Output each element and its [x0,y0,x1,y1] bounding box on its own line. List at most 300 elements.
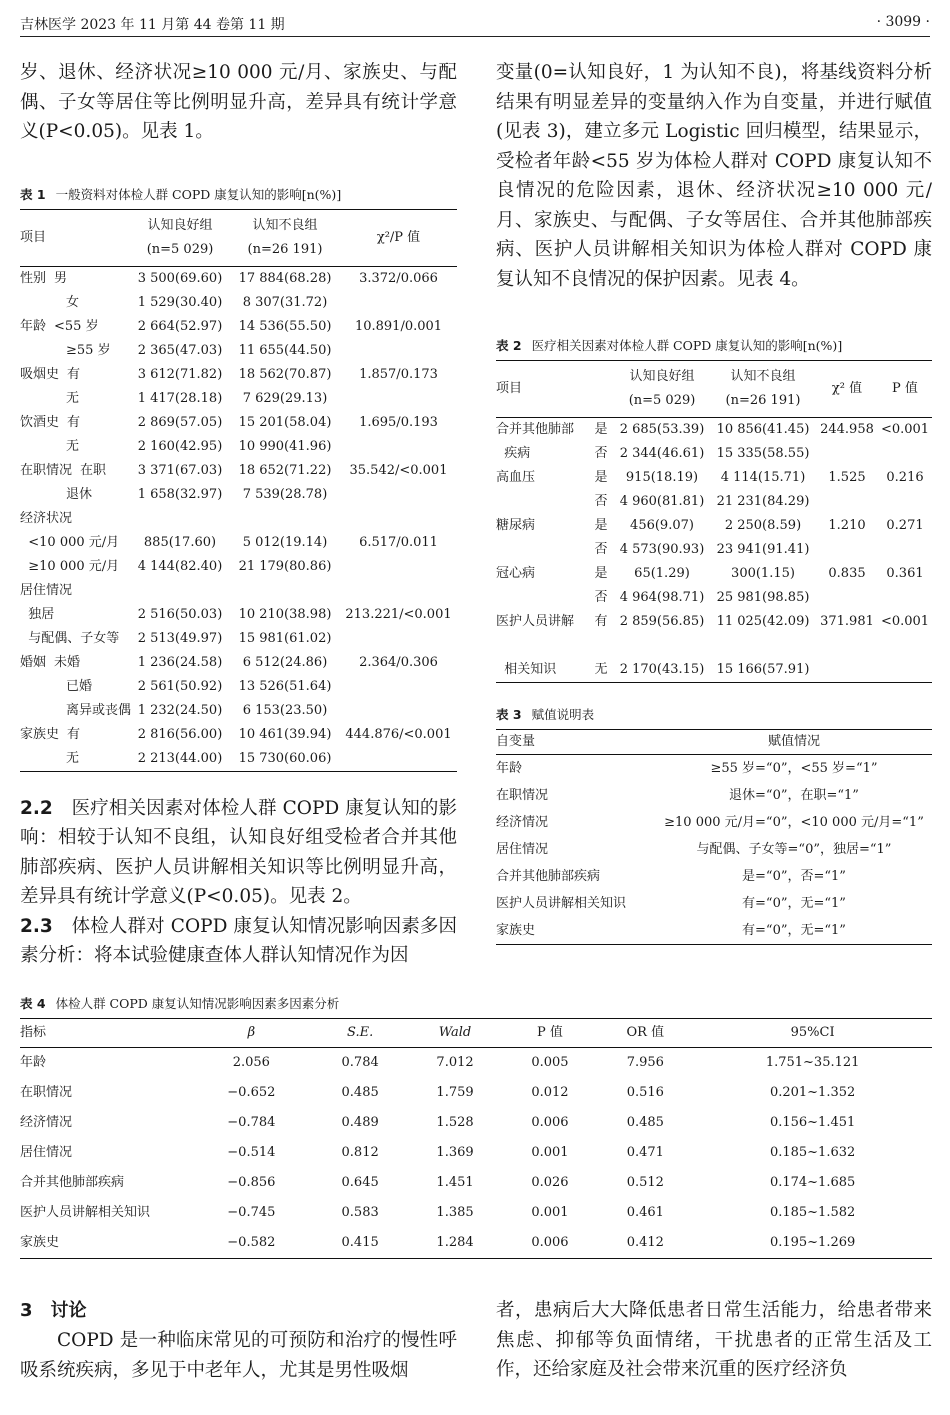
p-value: 0.361 [886,566,924,581]
indicator-name: 家族史 [20,1235,60,1250]
beta-value: −0.582 [227,1235,276,1250]
row-subcategory: ≥55 岁 [66,342,111,358]
section-2-2-number: 2.2 [20,797,53,819]
row-category: 经济状况 [20,510,73,526]
stat-value [340,675,457,699]
table-row [20,651,457,675]
row-label [20,435,130,459]
t4-head-ind: 指标 [20,1025,47,1040]
indicator-name: 居住情况 [20,1145,73,1160]
wald-value: 1.385 [436,1205,474,1220]
beta-value: −0.652 [227,1085,276,1100]
group2-value: 6 153(23.50) [242,702,328,718]
group2-value: 6 512(24.86) [242,654,328,670]
row-subcategory [588,634,614,658]
p-value [878,586,932,610]
group2-value: 10 461(39.94) [238,726,332,742]
group1-value: 1 529(30.40) [137,294,223,310]
row-subcategory: 无 [66,750,80,766]
t1-head-g1n: (n=5 029) [146,241,214,257]
stat-value: 444.876/<0.001 [345,726,452,742]
group2-value: 21 231(84.29) [716,494,810,509]
assignment-value: ≥10 000 元/月=“0”，<10 000 元/月=“1” [664,814,924,830]
stat-value [340,339,457,363]
t1-head-g1: 认知良好组 [147,217,213,233]
or-value: 0.516 [626,1085,664,1100]
discussion-left [20,1296,457,1385]
group1-value [130,507,230,531]
table-row [496,782,932,809]
wald-value: 1.369 [436,1145,474,1160]
row-category [496,634,588,658]
chi-value: 371.981 [820,614,874,629]
table-row [20,675,457,699]
row-subcategory: 是 [594,470,608,485]
group1-value [130,579,230,603]
table-row [20,723,457,747]
p-value: 0.026 [531,1175,569,1190]
table-row [496,809,932,836]
stat-value [340,579,457,603]
t2-head-g2: 认知不良组 [730,369,796,384]
table-1-title: 一般资料对体检人群 COPD 康复认知的影响[n(%)] [55,186,342,202]
wald-value: 1.528 [436,1115,474,1130]
stat-value: 35.542/<0.001 [349,462,448,478]
table-row [20,1228,932,1259]
p-value: 0.271 [886,518,924,533]
table-row [496,917,932,945]
group1-value: 2 685(53.39) [619,422,705,437]
p-value: 0.216 [886,470,924,485]
row-category: 饮酒史 [20,414,60,430]
group1-value: 4 964(98.71) [619,590,705,605]
chi-value [816,586,878,610]
row-subcategory: 是 [594,566,608,581]
discussion-right [496,1296,932,1385]
row-category: 性别 [20,270,47,286]
p-value [878,490,932,514]
beta-value: −0.745 [227,1205,276,1220]
se-value: 0.489 [341,1115,379,1130]
group2-value: 14 536(55.50) [238,318,332,334]
p-value [878,538,932,562]
or-value: 0.471 [626,1145,664,1160]
section-2-3-paragraph [20,912,457,971]
row-category: 相关知识 [496,662,557,677]
stat-value [340,747,457,772]
assignment-value: 有=“0”，无=“1” [742,895,846,911]
group1-value: 3 612(71.82) [137,366,223,382]
group2-value: 300(1.15) [731,566,795,581]
table-4-block [20,994,932,1259]
table-1-label: 表 1 [20,186,46,202]
wald-value: 1.451 [436,1175,474,1190]
variable-name: 经济情况 [496,814,549,830]
group1-value: 2 869(57.05) [137,414,223,430]
group1-value: 2 170(43.15) [619,662,705,677]
group1-value: 2 160(42.95) [137,438,223,454]
chi-value: 1.525 [828,470,866,485]
table-row [20,747,457,772]
group2-value: 17 884(68.28) [238,270,332,286]
table-row [496,466,932,490]
group1-value: 1 658(32.97) [137,486,223,502]
chi-value: 1.210 [828,518,866,533]
p-value: 0.006 [531,1115,569,1130]
group1-value [614,634,710,658]
group2-value [230,507,340,531]
indicator-name: 经济情况 [20,1115,73,1130]
table-row [20,1138,932,1168]
p-value [878,634,932,658]
ci-value: 0.195~1.269 [769,1235,856,1250]
table-row [20,411,457,435]
wald-value: 1.284 [436,1235,474,1250]
table-row [20,555,457,579]
section-2-2 [20,794,457,971]
table-row [20,1108,932,1138]
group1-value: 1 232(24.50) [137,702,223,718]
group2-value: 23 941(91.41) [716,542,810,557]
table-row [20,315,457,339]
row-label [20,675,130,699]
section-3-title: 讨论 [50,1300,87,1321]
group1-value: 2 561(50.92) [137,678,223,694]
t4-head-ci: 95%CI [790,1025,835,1040]
group1-value: 2 859(56.85) [619,614,705,629]
table-row [20,387,457,411]
body-paragraph-right: 变量(0=认知良好，1 为认知不良)，将基线资料分析结果有明显差异的变量纳入作为自变量，并进行赋值(见表 3)，建立多元 Logistic 回归模型，结果显示，受检者年龄<55 岁为体检人群对 COPD 康复认知不良情况的危险因素，退休、经济状况≥10 000 元/月、家族史、与配偶、子女等居住、合并其他肺部疾病、医护人员讲解相关知识为体检人群对 COPD 康复认知不良情况的保护因素。见表 4。 [496,62,932,290]
group2-value: 10 210(38.98) [238,606,332,622]
table-row [20,531,457,555]
group1-value: 2 664(52.97) [137,318,223,334]
discussion-paragraph-right: 者，患病后大大降低患者日常生活能力，给患者带来焦虑、抑郁等负面情绪，干扰患者的正常生活及工作，还给家庭及社会带来沉重的医疗经济负 [496,1300,932,1380]
group2-value: 13 526(51.64) [238,678,332,694]
table-2-block [496,336,932,683]
group2-value: 15 981(61.02) [238,630,332,646]
variable-name: 居住情况 [496,841,549,857]
table-row [20,339,457,363]
assignment-value: 与配偶、子女等=“0”，独居=“1” [696,841,892,857]
p-value: 0.006 [531,1235,569,1250]
t3-head-var: 自变量 [496,734,536,749]
row-label [20,699,130,723]
chi-value [816,634,878,658]
p-value [878,442,932,466]
table-row [20,627,457,651]
group1-value: 885(17.60) [143,534,217,550]
ci-value: 0.185~1.582 [769,1205,856,1220]
group2-value: 7 539(28.78) [242,486,328,502]
ci-value: 0.174~1.685 [769,1175,856,1190]
table-row [20,579,457,603]
t2-head-p: P 值 [892,381,918,396]
stat-value: 1.695/0.193 [359,414,438,430]
row-label [20,363,130,387]
stat-value [340,387,457,411]
table-2-label: 表 2 [496,338,522,353]
row-subcategory: 已婚 [66,678,93,694]
table-row [496,490,932,514]
group2-value: 11 655(44.50) [238,342,332,358]
chi-value: 244.958 [820,422,874,437]
left-column [20,58,457,971]
p-value: 0.012 [531,1085,569,1100]
row-category: <10 000 元/月 [20,534,120,550]
t4-head-p: P 值 [536,1025,563,1040]
row-label [20,747,130,772]
row-subcategory: 未婚 [54,654,81,670]
group2-value: 21 179(80.86) [238,558,332,574]
t3-head-val: 赋值情况 [767,734,820,749]
page-number: · 3099 · [876,14,930,30]
group2-value [710,634,816,658]
table-1-caption [20,185,457,203]
table-3-title: 赋值说明表 [531,707,595,722]
t4-head-or: OR 值 [626,1025,665,1040]
stat-value [340,483,457,507]
group1-value: 1 236(24.58) [137,654,223,670]
table-row [20,435,457,459]
table-row [20,483,457,507]
group2-value [230,579,340,603]
row-label [20,723,130,747]
variable-name: 年龄 [496,760,523,776]
row-label [20,459,130,483]
assignment-value: 是=“0”，否=“1” [742,868,846,884]
stat-value [340,435,457,459]
row-category: 冠心病 [496,566,536,581]
table-row [20,291,457,315]
row-subcategory: 有 [67,366,81,382]
table-3 [496,729,932,945]
group2-value: 18 652(71.22) [238,462,332,478]
row-category: 家族史 [20,726,60,742]
group1-value: 1 417(28.18) [137,390,223,406]
row-subcategory: 否 [594,542,608,557]
variable-name: 家族史 [496,922,536,938]
se-value: 0.415 [341,1235,379,1250]
se-value: 0.583 [341,1205,379,1220]
table-row [496,890,932,917]
row-subcategory: 是 [594,518,608,533]
row-subcategory: 有 [67,726,81,742]
group1-value: 4 573(90.93) [619,542,705,557]
table-row [496,418,932,443]
t2-head-g1: 认知良好组 [629,369,695,384]
row-category [496,490,588,514]
row-subcategory: 有 [594,614,608,629]
stat-value: 213.221/<0.001 [345,606,452,622]
row-subcategory: 无 [66,438,80,454]
section-2-3-number: 2.3 [20,915,53,937]
table-3-caption [496,705,932,723]
row-subcategory: 无 [66,390,80,406]
group1-value: 65(1.29) [634,566,690,581]
chi-value [816,442,878,466]
section-3-number: 3 [20,1300,33,1321]
table-row [20,1078,932,1108]
stat-value [340,507,457,531]
t2-head-g1n: (n=5 029) [628,393,696,408]
beta-value: −0.784 [227,1115,276,1130]
journal-info: 吉林医学 2023 年 11 月第 44 卷第 11 期 [20,17,285,33]
group2-value: 2 250(8.59) [724,518,802,533]
beta-value: −0.514 [227,1145,276,1160]
variable-name: 医护人员讲解相关知识 [496,895,627,911]
row-label [20,555,130,579]
t1-head-item: 项目 [20,229,47,245]
beta-value: 2.056 [232,1055,270,1070]
row-category: 在职情况 [20,462,73,478]
row-label [20,579,130,603]
table-row [20,1198,932,1228]
table-row [20,507,457,531]
row-subcategory: 是 [594,422,608,437]
group1-value: 3 500(69.60) [137,270,223,286]
table-1 [20,209,457,772]
group1-value: 4 960(81.81) [619,494,705,509]
t2-head-chi: χ² 值 [831,381,863,396]
row-subcategory: 否 [594,494,608,509]
or-value: 7.956 [626,1055,664,1070]
se-value: 0.784 [341,1055,379,1070]
stat-value [340,555,457,579]
group1-value: 3 371(67.03) [137,462,223,478]
table-row [20,459,457,483]
t1-head-stat: χ²/P 值 [376,229,421,245]
row-subcategory: 退休 [66,486,93,502]
row-subcategory: 女 [66,294,80,310]
wald-value: 7.012 [436,1055,474,1070]
row-label [20,531,130,555]
table-row [20,1168,932,1198]
table-row [496,610,932,634]
running-header [20,14,930,37]
group1-value: 2 213(44.00) [137,750,223,766]
row-subcategory: 离异或丧偶 [66,702,132,718]
table-2-caption [496,336,932,354]
indicator-name: 在职情况 [20,1085,73,1100]
row-category: 疾病 [496,446,531,461]
p-value: 0.005 [531,1055,569,1070]
group1-value: 915(18.19) [625,470,699,485]
p-value: <0.001 [880,422,930,437]
stat-value: 1.857/0.173 [359,366,438,382]
t4-head-se: S.E. [347,1025,374,1040]
body-paragraph: 岁、退休、经济状况≥10 000 元/月、家族史、与配偶、子女等居住等比例明显升高，差异具有统计学意义(P<0.05)。见表 1。 [20,62,457,142]
t1-head-g2n: (n=26 191) [247,241,323,257]
row-label [20,266,130,291]
row-label [20,507,130,531]
t4-head-wald: Wald [438,1025,472,1040]
table-4 [20,1018,932,1259]
indicator-name: 年龄 [20,1055,47,1070]
variable-name: 在职情况 [496,787,549,803]
group1-value: 2 816(56.00) [137,726,223,742]
stat-value: 3.372/0.066 [359,270,438,286]
table-row [20,603,457,627]
table-row [20,266,457,291]
group1-value: 2 513(49.97) [137,630,223,646]
chi-value [816,538,878,562]
section-2-2-text: 医疗相关因素对体检人群 COPD 康复认知的影响：相较于认知不良组，认知良好组受检者合并其他肺部疾病、医护人员讲解相关知识等比例明显升高，差异具有统计学意义(P<0.05)。见表 2。 [20,797,457,907]
group2-value: 15 730(60.06) [238,750,332,766]
variable-name: 合并其他肺部疾病 [496,868,601,884]
row-label [20,387,130,411]
table-row [496,863,932,890]
stat-value [340,291,457,315]
table-row [496,586,932,610]
row-subcategory: 在职 [80,462,107,478]
stat-value: 6.517/0.011 [359,534,438,550]
ci-value: 0.201~1.352 [769,1085,856,1100]
indicator-name: 医护人员讲解相关知识 [20,1205,151,1220]
row-subcategory: 否 [594,590,608,605]
table-3-block [496,705,932,945]
table-2 [496,360,932,683]
or-value: 0.412 [626,1235,664,1250]
group2-value: 15 201(58.04) [238,414,332,430]
group1-value: 4 144(82.40) [137,558,223,574]
row-category: 居住情况 [20,582,73,598]
or-value: 0.485 [626,1115,664,1130]
row-category [496,538,588,562]
stat-value: 10.891/0.001 [354,318,443,334]
table-row [496,634,932,658]
p-value: 0.001 [531,1145,569,1160]
group2-value: 10 856(41.45) [716,422,810,437]
group2-value: 11 025(42.09) [716,614,810,629]
p-value [878,658,932,683]
assignment-value: ≥55 岁=“0”，<55 岁=“1” [710,760,878,776]
ci-value: 0.185~1.632 [769,1145,856,1160]
row-subcategory: 否 [594,446,608,461]
or-value: 0.461 [626,1205,664,1220]
table-row [496,514,932,538]
assignment-value: 有=“0”，无=“1” [742,922,846,938]
row-subcategory: 男 [54,270,68,286]
p-value: 0.001 [531,1205,569,1220]
group2-value: 10 990(41.96) [238,438,332,454]
t1-head-g2: 认知不良组 [252,217,318,233]
se-value: 0.812 [341,1145,379,1160]
row-label [20,651,130,675]
row-category: 与配偶、子女等 [20,630,120,646]
beta-value: −0.856 [227,1175,276,1190]
or-value: 0.512 [626,1175,664,1190]
row-label [20,483,130,507]
row-category: 吸烟史 [20,366,60,382]
row-label [20,603,130,627]
right-column [496,58,932,945]
group2-value: 15 166(57.91) [716,662,810,677]
row-category [496,586,588,610]
stat-value [340,627,457,651]
p-value: <0.001 [880,614,930,629]
row-label [20,627,130,651]
section-2-3-text: 体检人群对 COPD 康复认知情况影响因素多因素分析：将本试验健康查体人群认知情况作为因 [20,915,457,966]
chi-value: 0.835 [828,566,866,581]
group2-value: 25 981(98.85) [716,590,810,605]
row-subcategory: <55 岁 [54,318,99,334]
row-category: 独居 [20,606,55,622]
chi-value [816,490,878,514]
group2-value: 8 307(31.72) [242,294,328,310]
row-category: 高血压 [496,470,536,485]
row-subcategory: 无 [594,662,608,677]
table-row [496,442,932,466]
